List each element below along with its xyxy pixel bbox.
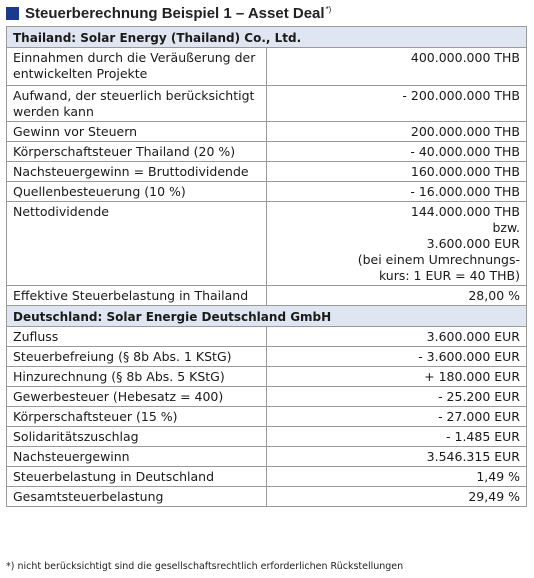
table-row xyxy=(7,427,527,447)
row-label: Hinzurechnung (§ 8b Abs. 5 KStG) xyxy=(7,367,267,387)
table-row xyxy=(7,86,527,122)
title-square-icon xyxy=(6,7,19,20)
row-value: 400.000.000 THB xyxy=(267,48,527,86)
row-value: + 180.000 EUR xyxy=(267,367,527,387)
table-row xyxy=(7,122,527,142)
footnote: *) nicht berücksichtigt sind die gesellschaftsrechtlich erforderlichen Rückstellungen xyxy=(6,561,404,572)
row-label: Quellenbesteuerung (10 %) xyxy=(7,182,267,202)
row-label: Körperschaftsteuer Thailand (20 %) xyxy=(7,142,267,162)
value-line: 144.000.000 THB xyxy=(410,204,520,219)
table-row xyxy=(7,347,527,367)
row-value: 3.546.315 EUR xyxy=(267,447,527,467)
value-line: bzw. xyxy=(492,220,520,235)
title-footnote-mark: *) xyxy=(325,4,332,14)
row-label: Nettodividende xyxy=(7,202,267,286)
row-label: Gewinn vor Steuern xyxy=(7,122,267,142)
row-label: Solidaritätszuschlag xyxy=(7,427,267,447)
table-row xyxy=(7,387,527,407)
row-label: Gewerbesteuer (Hebesatz = 400) xyxy=(7,387,267,407)
table-row xyxy=(7,367,527,387)
section-header-thailand: Thailand: Solar Energy (Thailand) Co., Ltd. xyxy=(7,27,527,48)
row-value: - 200.000.000 THB xyxy=(267,86,527,122)
table-row xyxy=(7,162,527,182)
row-value: - 40.000.000 THB xyxy=(267,142,527,162)
row-value: 160.000.000 THB xyxy=(267,162,527,182)
row-value: - 27.000 EUR xyxy=(267,407,527,427)
row-value: 1,49 % xyxy=(267,467,527,487)
row-label: Nachsteuergewinn = Bruttodividende xyxy=(7,162,267,182)
table-row xyxy=(7,407,527,427)
value-line: (bei einem Umrechnungs- xyxy=(357,252,520,267)
table-row xyxy=(7,48,527,86)
document-title xyxy=(6,3,331,23)
table-row xyxy=(7,182,527,202)
row-value: - 1.485 EUR xyxy=(267,427,527,447)
row-label: Zufluss xyxy=(7,327,267,347)
section-header-row xyxy=(7,27,527,48)
title-text: Steuerberechnung Beispiel 1 – Asset Deal xyxy=(25,4,325,22)
row-value: - 3.600.000 EUR xyxy=(267,347,527,367)
section-header-row xyxy=(7,306,527,327)
row-label: Gesamtsteuerbelastung xyxy=(7,487,267,507)
row-label: Aufwand, der steuerlich berücksichtigt werden kann xyxy=(7,86,267,122)
row-label: Effektive Steuerbelastung in Thailand xyxy=(7,286,267,306)
value-line: kurs: 1 EUR = 40 THB) xyxy=(378,268,520,283)
table-row xyxy=(7,447,527,467)
table-row xyxy=(7,286,527,306)
row-value: 200.000.000 THB xyxy=(267,122,527,142)
table-row xyxy=(7,142,527,162)
row-label: Steuerbelastung in Deutschland xyxy=(7,467,267,487)
row-value: 29,49 % xyxy=(267,487,527,507)
row-value: - 16.000.000 THB xyxy=(267,182,527,202)
table-row xyxy=(7,487,527,507)
row-value: - 25.200 EUR xyxy=(267,387,527,407)
table-row xyxy=(7,327,527,347)
row-label: Einnahmen durch die Veräußerung der entwickelten Projekte xyxy=(7,48,267,86)
table-row xyxy=(7,202,527,286)
row-value: 3.600.000 EUR xyxy=(267,327,527,347)
section-header-deutschland: Deutschland: Solar Energie Deutschland GmbH xyxy=(7,306,527,327)
row-label: Körperschaftsteuer (15 %) xyxy=(7,407,267,427)
value-line: 3.600.000 EUR xyxy=(426,236,520,251)
table-row xyxy=(7,467,527,487)
row-label: Nachsteuergewinn xyxy=(7,447,267,467)
row-label: Steuerbefreiung (§ 8b Abs. 1 KStG) xyxy=(7,347,267,367)
row-value-multiline xyxy=(267,202,527,286)
tax-calculation-table xyxy=(6,26,527,507)
row-value: 28,00 % xyxy=(267,286,527,306)
